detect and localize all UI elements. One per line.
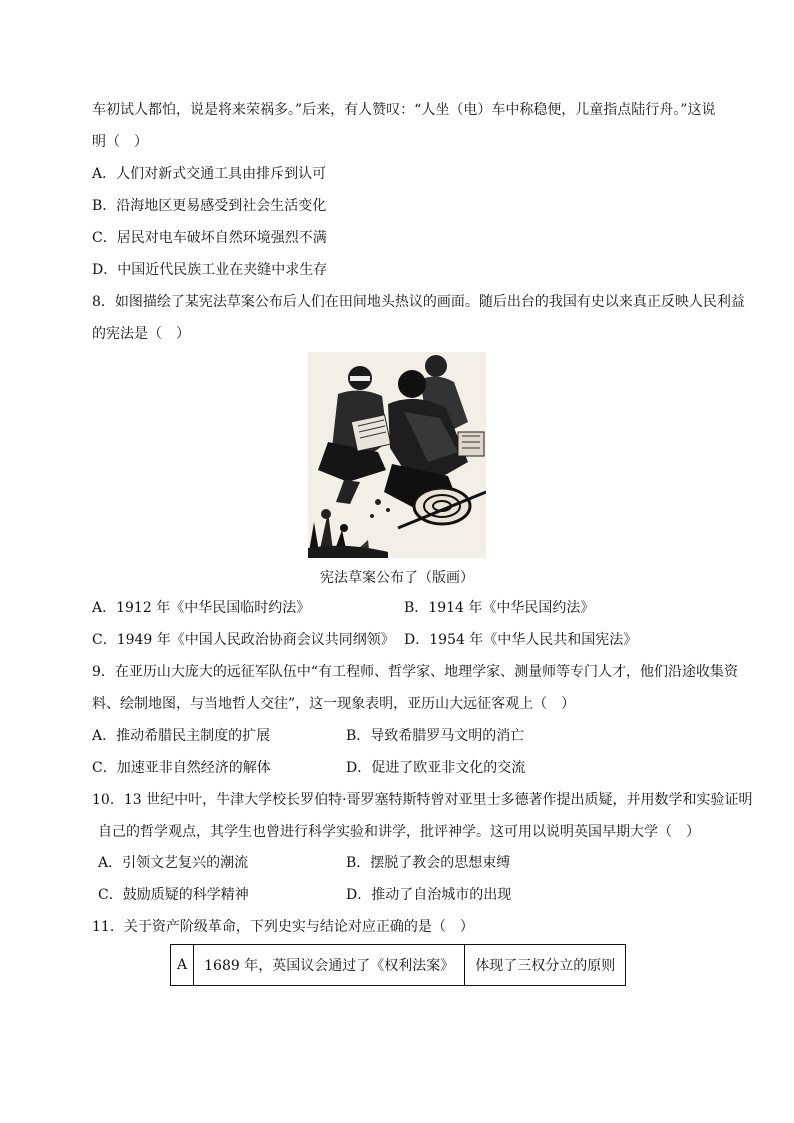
q9-stem-line1: 9．在亚历山大庞大的远征军队伍中“有工程师、哲学家、地理学家、测量师等专门人才，他们沿途收集资 <box>92 664 739 680</box>
q8-option-d: D．1954 年《中华人民共和国宪法》 <box>404 632 638 648</box>
woodcut-print-image <box>308 352 486 558</box>
q9-option-c: C．加速亚非自然经济的解体 <box>92 760 271 776</box>
table-cell-conclusion: 体现了三权分立的原则 <box>465 945 626 986</box>
q7-option-d: D．中国近代民族工业在夹缝中求生存 <box>92 262 328 278</box>
q11-stem-line1: 11．关于资产阶级革命，下列史实与结论对应正确的是（ ） <box>92 919 474 935</box>
q8-option-a: A．1912 年《中华民国临时约法》 <box>92 600 311 616</box>
q7-option-a: A．人们对新式交通工具由排斥到认可 <box>92 166 327 182</box>
table-cell-fact: 1689 年，英国议会通过了《权利法案》 <box>194 945 465 986</box>
q7-stem-line1: 车初试人都怕，说是将来荣祸多。”后来，有人赞叹：“人坐（电）车中称稳便，儿童指点陆行舟。”这说 <box>92 102 716 118</box>
q10-option-b: B．摆脱了教会的思想束缚 <box>346 855 511 871</box>
q9-option-d: D．促进了欧亚非文化的交流 <box>346 760 526 776</box>
figure-caption: 宪法草案公布了（版画） <box>320 570 474 586</box>
q11-table <box>170 944 626 986</box>
q8-option-b: B．1914 年《中华民国约法》 <box>404 600 595 616</box>
q8-option-c: C．1949 年《中国人民政治协商会议共同纲领》 <box>92 632 395 648</box>
table-cell-label: A <box>171 945 194 986</box>
q10-stem-line1: 10．13 世纪中叶，牛津大学校长罗伯特·哥罗塞特斯特曾对亚里士多德著作提出质疑，并用数学和实验证明 <box>92 792 753 808</box>
q7-stem-line2: 明（ ） <box>92 134 148 150</box>
q10-option-a: A．引领文艺复兴的潮流 <box>98 855 249 871</box>
table-row <box>171 945 626 986</box>
q9-stem-line2: 料、绘制地图，与当地哲人交往”，这一现象表明，亚历山大远征客观上（ ） <box>92 696 576 712</box>
q8-stem-line1: 8．如图描绘了某宪法草案公布后人们在田间地头热议的画面。随后出台的我国有史以来真正反映人民利益 <box>92 294 745 310</box>
q10-option-d: D．推动了自治城市的出现 <box>346 887 512 903</box>
q9-option-b: B．导致希腊罗马文明的消亡 <box>346 728 525 744</box>
q7-option-b: B．沿海地区更易感受到社会生活变化 <box>92 198 327 214</box>
q8-stem-line2: 的宪法是（ ） <box>92 326 190 342</box>
q10-option-c: C．鼓励质疑的科学精神 <box>98 887 249 903</box>
q9-option-a: A．推动希腊民主制度的扩展 <box>92 728 271 744</box>
q7-option-c: C．居民对电车破坏自然环境强烈不满 <box>92 230 327 246</box>
q10-stem-line2: 自己的哲学观点，其学生也曾进行科学实验和讲学，批评神学。这可用以说明英国早期大学（ ） <box>98 824 700 840</box>
woodcut-illustration <box>308 352 486 558</box>
